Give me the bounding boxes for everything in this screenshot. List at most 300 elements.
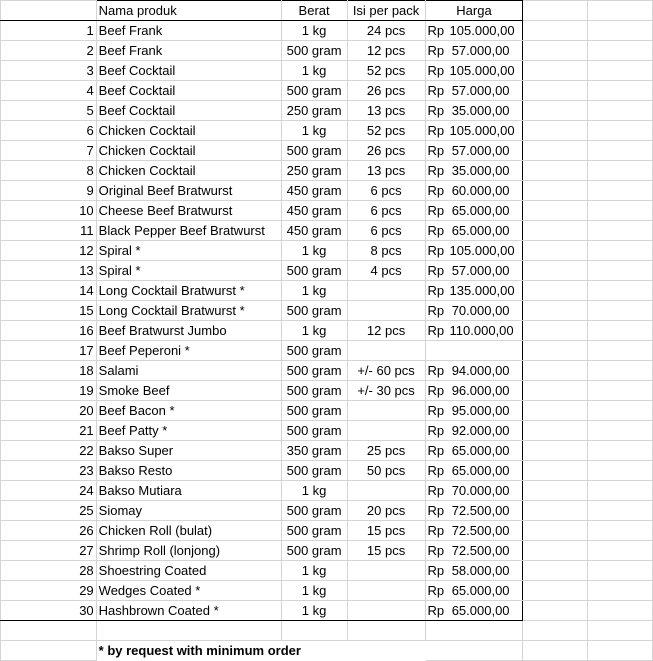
price-amount: 35.000,00 [451, 103, 510, 118]
product-pack[interactable]: 24 pcs [347, 21, 425, 41]
price-amount: 72.500,00 [451, 523, 510, 538]
product-name[interactable]: Cheese Beef Bratwurst [96, 201, 281, 221]
cell[interactable] [588, 641, 653, 661]
cell[interactable] [588, 501, 653, 521]
product-pack[interactable]: 6 pcs [347, 181, 425, 201]
price-amount: 94.000,00 [451, 363, 510, 378]
product-pack[interactable] [347, 581, 425, 601]
table-row [1, 521, 653, 541]
price-amount: 65.000,00 [451, 463, 510, 478]
product-pack[interactable] [347, 421, 425, 441]
product-name[interactable]: Beef Cocktail [96, 81, 281, 101]
cell[interactable] [523, 1, 588, 21]
product-weight[interactable]: 500 gram [281, 81, 347, 101]
product-weight[interactable]: 500 gram [281, 41, 347, 61]
product-name[interactable]: Beef Frank [96, 41, 281, 61]
product-weight[interactable]: 1 kg [281, 601, 347, 621]
row-number[interactable]: 3 [1, 61, 97, 81]
price-amount: 96.000,00 [451, 383, 510, 398]
product-pack[interactable]: 26 pcs [347, 141, 425, 161]
row-number[interactable]: 6 [1, 121, 97, 141]
product-name[interactable]: Spiral * [96, 261, 281, 281]
cell[interactable] [523, 301, 588, 321]
row-number[interactable]: 20 [1, 401, 97, 421]
price-amount: 65.000,00 [451, 583, 510, 598]
product-price[interactable] [425, 321, 523, 341]
currency-label: Rp [427, 563, 445, 578]
cell[interactable] [96, 621, 281, 641]
product-price[interactable] [425, 101, 523, 121]
row-number[interactable]: 21 [1, 421, 97, 441]
product-pack[interactable]: 8 pcs [347, 241, 425, 261]
row-number[interactable]: 15 [1, 301, 97, 321]
currency-label: Rp [427, 303, 445, 318]
row-number[interactable]: 23 [1, 461, 97, 481]
product-weight[interactable]: 500 gram [281, 301, 347, 321]
cell[interactable] [588, 281, 653, 301]
cell[interactable] [523, 221, 588, 241]
cell[interactable] [523, 21, 588, 41]
cell[interactable] [588, 41, 653, 61]
row-number[interactable]: 14 [1, 281, 97, 301]
product-weight[interactable]: 1 kg [281, 121, 347, 141]
product-name[interactable]: Hashbrown Coated * [96, 601, 281, 621]
product-pack[interactable]: 4 pcs [347, 261, 425, 281]
product-price[interactable] [425, 61, 523, 81]
product-weight[interactable]: 1 kg [281, 281, 347, 301]
product-weight[interactable]: 450 gram [281, 181, 347, 201]
product-weight[interactable]: 500 gram [281, 261, 347, 281]
table-row [1, 81, 653, 101]
table-row [1, 601, 653, 621]
cell[interactable] [523, 481, 588, 501]
cell[interactable] [523, 621, 588, 641]
product-name[interactable]: Bakso Mutiara [96, 481, 281, 501]
currency-label: Rp [427, 503, 445, 518]
product-pack[interactable]: 15 pcs [347, 541, 425, 561]
cell[interactable] [347, 621, 425, 641]
product-pack[interactable]: 13 pcs [347, 101, 425, 121]
cell[interactable] [523, 461, 588, 481]
table-row [1, 401, 653, 421]
table-row [1, 121, 653, 141]
cell[interactable] [588, 21, 653, 41]
product-name[interactable]: Chicken Cocktail [96, 141, 281, 161]
product-price[interactable] [425, 261, 523, 281]
cell[interactable] [523, 381, 588, 401]
product-price[interactable] [425, 301, 523, 321]
product-pack[interactable] [347, 281, 425, 301]
footnote[interactable]: * by request with minimum order [98, 643, 301, 658]
table-row [1, 421, 653, 441]
product-price[interactable] [425, 561, 523, 581]
row-number[interactable]: 16 [1, 321, 97, 341]
cell[interactable] [523, 561, 588, 581]
product-pack[interactable]: 25 pcs [347, 441, 425, 461]
price-amount: 92.000,00 [451, 423, 510, 438]
cell[interactable] [588, 521, 653, 541]
product-price[interactable] [425, 221, 523, 241]
product-pack[interactable]: 13 pcs [347, 161, 425, 181]
table-row [1, 441, 653, 461]
price-amount: 72.500,00 [451, 543, 510, 558]
cell[interactable] [588, 1, 653, 21]
product-name[interactable]: Wedges Coated * [96, 581, 281, 601]
price-amount: 65.000,00 [451, 603, 510, 618]
currency-label: Rp [427, 463, 445, 478]
cell[interactable] [425, 621, 523, 641]
product-weight[interactable]: 250 gram [281, 101, 347, 121]
cell[interactable] [523, 601, 588, 621]
cell[interactable] [588, 141, 653, 161]
cell[interactable] [523, 441, 588, 461]
product-name[interactable]: Beef Bacon * [96, 401, 281, 421]
product-name[interactable]: Chicken Cocktail [96, 161, 281, 181]
currency-label: Rp [427, 283, 445, 298]
product-price[interactable] [425, 381, 523, 401]
row-number[interactable]: 8 [1, 161, 97, 181]
row-number[interactable]: 22 [1, 441, 97, 461]
product-name[interactable]: Long Cocktail Bratwurst * [96, 281, 281, 301]
product-price[interactable] [425, 141, 523, 161]
currency-label: Rp [427, 203, 445, 218]
row-number[interactable]: 26 [1, 521, 97, 541]
product-name[interactable]: Original Beef Bratwurst [96, 181, 281, 201]
product-weight[interactable]: 500 gram [281, 461, 347, 481]
product-name[interactable]: Smoke Beef [96, 381, 281, 401]
cell[interactable] [523, 281, 588, 301]
product-weight[interactable]: 500 gram [281, 521, 347, 541]
product-name[interactable]: Chicken Cocktail [96, 121, 281, 141]
cell[interactable] [588, 381, 653, 401]
table-row [1, 361, 653, 381]
product-weight[interactable]: 500 gram [281, 381, 347, 401]
product-price[interactable] [425, 341, 523, 361]
cell[interactable] [281, 621, 347, 641]
cell[interactable] [523, 101, 588, 121]
product-pack[interactable]: 6 pcs [347, 221, 425, 241]
product-price[interactable] [425, 121, 523, 141]
cell[interactable] [523, 81, 588, 101]
price-amount: 57.000,00 [451, 263, 510, 278]
cell[interactable] [523, 501, 588, 521]
price-amount: 105.000,00 [449, 23, 515, 38]
product-pack[interactable]: +/- 30 pcs [347, 381, 425, 401]
header-name[interactable]: Nama produk [96, 1, 281, 21]
product-pack[interactable]: 12 pcs [347, 321, 425, 341]
cell[interactable] [588, 601, 653, 621]
cell[interactable] [1, 1, 97, 21]
table-row [1, 561, 653, 581]
product-price[interactable] [425, 501, 523, 521]
product-name[interactable]: Bakso Super [96, 441, 281, 461]
product-weight[interactable]: 1 kg [281, 241, 347, 261]
cell[interactable] [588, 81, 653, 101]
product-price[interactable] [425, 181, 523, 201]
product-pack[interactable] [347, 561, 425, 581]
row-number[interactable]: 1 [1, 21, 97, 41]
table-row [1, 41, 653, 61]
product-pack[interactable] [347, 481, 425, 501]
price-amount: 57.000,00 [451, 143, 510, 158]
row-number[interactable]: 4 [1, 81, 97, 101]
cell[interactable] [523, 41, 588, 61]
price-amount: 105.000,00 [449, 243, 515, 258]
cell[interactable] [588, 221, 653, 241]
currency-label: Rp [427, 63, 445, 78]
product-weight[interactable]: 1 kg [281, 321, 347, 341]
product-price[interactable] [425, 461, 523, 481]
price-amount: 70.000,00 [451, 303, 510, 318]
product-price[interactable] [425, 521, 523, 541]
cell[interactable] [588, 301, 653, 321]
cell[interactable] [523, 161, 588, 181]
product-weight[interactable]: 500 gram [281, 361, 347, 381]
product-name[interactable]: Beef Patty * [96, 421, 281, 441]
price-amount: 60.000,00 [451, 183, 510, 198]
product-weight[interactable]: 500 gram [281, 541, 347, 561]
price-amount: 58.000,00 [451, 563, 510, 578]
currency-label: Rp [427, 123, 445, 138]
product-price[interactable] [425, 541, 523, 561]
row-number[interactable]: 13 [1, 261, 97, 281]
row-number[interactable]: 18 [1, 361, 97, 381]
product-weight[interactable]: 500 gram [281, 421, 347, 441]
table-row [1, 501, 653, 521]
cell[interactable] [588, 541, 653, 561]
cell[interactable] [588, 341, 653, 361]
cell[interactable] [523, 581, 588, 601]
product-name[interactable]: Salami [96, 361, 281, 381]
product-weight[interactable]: 500 gram [281, 341, 347, 361]
product-pack[interactable] [347, 401, 425, 421]
product-price[interactable] [425, 281, 523, 301]
cell[interactable] [523, 321, 588, 341]
currency-label: Rp [427, 583, 445, 598]
product-price[interactable] [425, 481, 523, 501]
product-weight[interactable]: 450 gram [281, 221, 347, 241]
price-amount: 65.000,00 [451, 443, 510, 458]
row-number[interactable]: 9 [1, 181, 97, 201]
empty-row [1, 621, 653, 641]
product-name[interactable]: Shoestring Coated [96, 561, 281, 581]
product-name[interactable]: Long Cocktail Bratwurst * [96, 301, 281, 321]
cell[interactable] [523, 61, 588, 81]
price-amount: 110.000,00 [449, 323, 514, 338]
table-row [1, 261, 653, 281]
currency-label: Rp [427, 523, 445, 538]
currency-label: Rp [427, 243, 445, 258]
table-row [1, 201, 653, 221]
row-number[interactable]: 12 [1, 241, 97, 261]
product-pack[interactable] [347, 601, 425, 621]
table-row [1, 301, 653, 321]
cell[interactable] [588, 201, 653, 221]
product-weight[interactable]: 500 gram [281, 501, 347, 521]
product-pack[interactable]: 52 pcs [347, 61, 425, 81]
currency-label: Rp [427, 363, 445, 378]
product-weight[interactable]: 500 gram [281, 401, 347, 421]
product-price[interactable] [425, 81, 523, 101]
product-pack[interactable] [347, 341, 425, 361]
cell[interactable] [588, 401, 653, 421]
product-name[interactable]: Beef Peperoni * [96, 341, 281, 361]
cell[interactable] [523, 181, 588, 201]
cell[interactable] [588, 441, 653, 461]
product-price[interactable] [425, 41, 523, 61]
product-weight[interactable]: 450 gram [281, 201, 347, 221]
product-name[interactable]: Chicken Roll (bulat) [96, 521, 281, 541]
cell[interactable] [588, 61, 653, 81]
cell[interactable] [588, 261, 653, 281]
product-name[interactable]: Shrimp Roll (lonjong) [96, 541, 281, 561]
product-name[interactable]: Beef Cocktail [96, 61, 281, 81]
cell[interactable] [523, 241, 588, 261]
row-number[interactable]: 17 [1, 341, 97, 361]
product-pack[interactable]: +/- 60 pcs [347, 361, 425, 381]
row-number[interactable]: 24 [1, 481, 97, 501]
currency-label: Rp [427, 43, 445, 58]
product-weight[interactable]: 350 gram [281, 441, 347, 461]
price-amount: 57.000,00 [451, 83, 510, 98]
currency-label: Rp [427, 183, 445, 198]
currency-label: Rp [427, 23, 445, 38]
row-number[interactable]: 5 [1, 101, 97, 121]
cell[interactable] [588, 101, 653, 121]
cell[interactable] [588, 561, 653, 581]
product-pack[interactable]: 50 pcs [347, 461, 425, 481]
product-price[interactable] [425, 201, 523, 221]
row-number[interactable]: 7 [1, 141, 97, 161]
product-price[interactable] [425, 21, 523, 41]
product-weight[interactable]: 500 gram [281, 141, 347, 161]
cell[interactable] [588, 241, 653, 261]
product-pack[interactable]: 26 pcs [347, 81, 425, 101]
cell[interactable] [1, 641, 97, 661]
product-name[interactable]: Beef Cocktail [96, 101, 281, 121]
cell[interactable] [588, 121, 653, 141]
price-amount: 105.000,00 [449, 63, 515, 78]
product-price[interactable] [425, 421, 523, 441]
product-name[interactable]: Beef Bratwurst Jumbo [96, 321, 281, 341]
product-pack[interactable]: 12 pcs [347, 41, 425, 61]
product-pack[interactable]: 20 pcs [347, 501, 425, 521]
product-price[interactable] [425, 401, 523, 421]
cell[interactable] [523, 341, 588, 361]
cell[interactable] [523, 121, 588, 141]
cell[interactable] [588, 161, 653, 181]
table-row [1, 241, 653, 261]
header-weight[interactable]: Berat [281, 1, 347, 21]
table-row [1, 321, 653, 341]
table-row [1, 281, 653, 301]
row-number[interactable]: 11 [1, 221, 97, 241]
table-row [1, 141, 653, 161]
row-number[interactable]: 27 [1, 541, 97, 561]
cell[interactable] [588, 621, 653, 641]
cell[interactable] [425, 641, 523, 661]
cell[interactable] [523, 421, 588, 441]
table-row [1, 541, 653, 561]
cell[interactable] [588, 481, 653, 501]
product-price[interactable] [425, 241, 523, 261]
cell[interactable] [588, 321, 653, 341]
cell[interactable] [523, 641, 588, 661]
product-weight[interactable]: 250 gram [281, 161, 347, 181]
cell[interactable] [1, 621, 97, 641]
header-pack[interactable]: Isi per pack [347, 1, 425, 21]
row-number[interactable]: 19 [1, 381, 97, 401]
product-weight[interactable]: 1 kg [281, 561, 347, 581]
product-name[interactable]: Beef Frank [96, 21, 281, 41]
table-row [1, 221, 653, 241]
currency-label: Rp [427, 483, 445, 498]
currency-label: Rp [427, 143, 445, 158]
product-weight[interactable]: 1 kg [281, 481, 347, 501]
cell[interactable] [523, 541, 588, 561]
product-name[interactable]: Spiral * [96, 241, 281, 261]
price-amount: 65.000,00 [451, 223, 510, 238]
currency-label: Rp [427, 323, 445, 338]
row-number[interactable]: 25 [1, 501, 97, 521]
row-number[interactable]: 28 [1, 561, 97, 581]
product-price[interactable] [425, 441, 523, 461]
product-pack[interactable]: 15 pcs [347, 521, 425, 541]
cell[interactable] [523, 401, 588, 421]
row-number[interactable]: 30 [1, 601, 97, 621]
cell[interactable] [523, 521, 588, 541]
product-name[interactable]: Black Pepper Beef Bratwurst [96, 221, 281, 241]
row-number[interactable]: 10 [1, 201, 97, 221]
price-amount: 57.000,00 [451, 43, 510, 58]
cell[interactable] [523, 261, 588, 281]
product-price[interactable] [425, 361, 523, 381]
cell[interactable] [523, 141, 588, 161]
currency-label: Rp [427, 103, 445, 118]
product-weight[interactable]: 1 kg [281, 61, 347, 81]
product-pack[interactable]: 6 pcs [347, 201, 425, 221]
cell[interactable] [588, 181, 653, 201]
row-number[interactable]: 2 [1, 41, 97, 61]
product-price[interactable] [425, 581, 523, 601]
table-row [1, 101, 653, 121]
header-price[interactable]: Harga [425, 1, 523, 21]
cell[interactable] [588, 581, 653, 601]
currency-label: Rp [427, 403, 445, 418]
table-row [1, 481, 653, 501]
currency-label: Rp [427, 603, 445, 618]
cell[interactable] [588, 461, 653, 481]
product-price[interactable] [425, 161, 523, 181]
cell[interactable] [523, 201, 588, 221]
product-name[interactable]: Siomay [96, 501, 281, 521]
cell[interactable] [523, 361, 588, 381]
cell[interactable] [588, 361, 653, 381]
row-number[interactable]: 29 [1, 581, 97, 601]
price-amount: 65.000,00 [451, 203, 510, 218]
product-weight[interactable]: 1 kg [281, 21, 347, 41]
product-name[interactable]: Bakso Resto [96, 461, 281, 481]
product-pack[interactable]: 52 pcs [347, 121, 425, 141]
product-weight[interactable]: 1 kg [281, 581, 347, 601]
product-price[interactable] [425, 601, 523, 621]
product-pack[interactable] [347, 301, 425, 321]
cell[interactable] [588, 421, 653, 441]
currency-label: Rp [427, 543, 445, 558]
currency-label: Rp [427, 263, 445, 278]
footnote-row [1, 641, 653, 661]
table-row [1, 181, 653, 201]
